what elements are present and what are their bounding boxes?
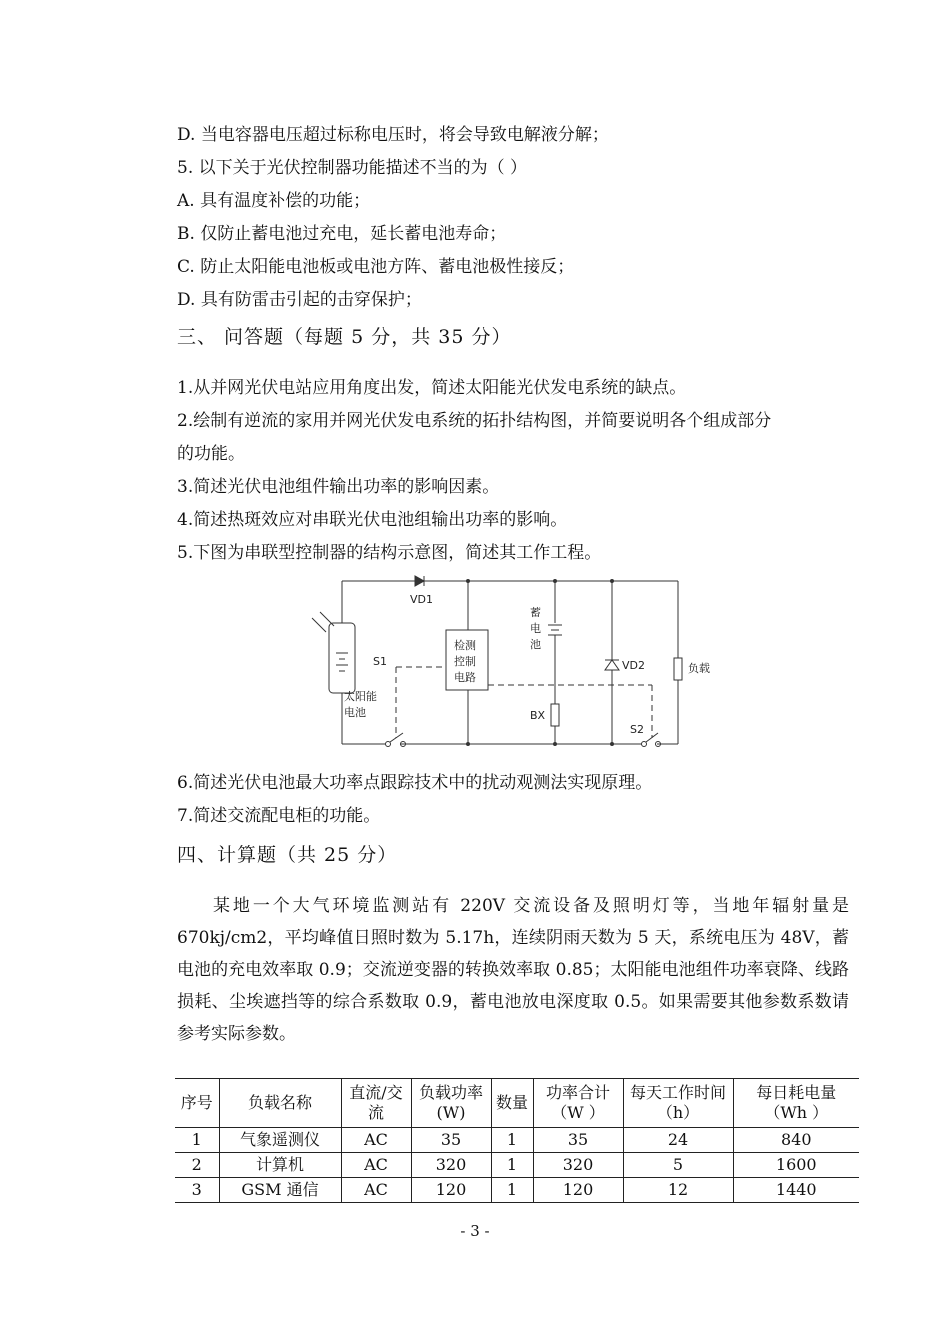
table-cell: 3 <box>175 1178 219 1203</box>
table-cell: 1600 <box>733 1153 859 1178</box>
table-row <box>175 1153 859 1178</box>
label-vd2: VD2 <box>622 659 645 672</box>
question-3-7: 7.简述交流配电柜的功能。 <box>177 806 381 826</box>
label-solar-2: 电池 <box>344 706 366 719</box>
question-3-2-line2: 的功能。 <box>177 444 245 464</box>
label-battery-2: 电 <box>530 622 541 635</box>
question-3-4: 4.简述热斑效应对串联光伏电池组输出功率的影响。 <box>177 510 568 530</box>
question-3-6: 6.简述光伏电池最大功率点跟踪技术中的扰动观测法实现原理。 <box>177 773 653 793</box>
header-load-power: 负载功率(W) <box>411 1079 491 1128</box>
label-s2: S2 <box>630 723 644 736</box>
label-detect-3: 电路 <box>454 671 476 684</box>
line-d-capacitor: D. 当电容器电压超过标称电压时，将会导致电解液分解； <box>177 125 609 145</box>
header-dc-ac: 直流/交流 <box>341 1079 411 1128</box>
label-s1: S1 <box>373 655 387 668</box>
option-a: A. 具有温度补偿的功能； <box>177 191 371 211</box>
table-cell: 气象遥测仪 <box>219 1128 341 1153</box>
table-cell: 840 <box>733 1128 859 1153</box>
table-cell: AC <box>341 1128 411 1153</box>
table-cell: AC <box>341 1178 411 1203</box>
table-cell: 12 <box>623 1178 733 1203</box>
header-load-name: 负载名称 <box>219 1079 341 1128</box>
label-battery-1: 蓄 <box>530 606 541 619</box>
table-cell: GSM 通信 <box>219 1178 341 1203</box>
label-detect-1: 检测 <box>454 639 476 652</box>
question-3-5: 5.下图为串联型控制器的结构示意图，简述其工作工程。 <box>177 543 602 563</box>
label-battery-3: 池 <box>530 638 541 651</box>
table-row <box>175 1128 859 1153</box>
table-cell: 2 <box>175 1153 219 1178</box>
table-cell: 5 <box>623 1153 733 1178</box>
option-d: D. 具有防雷击引起的击穿保护； <box>177 290 422 310</box>
header-quantity: 数量 <box>491 1079 533 1128</box>
table-cell: AC <box>341 1153 411 1178</box>
table-cell: 320 <box>533 1153 623 1178</box>
table-cell: 1440 <box>733 1178 859 1203</box>
load-table <box>175 1078 859 1203</box>
page-number: - 3 - <box>460 1222 490 1240</box>
table-cell: 35 <box>411 1128 491 1153</box>
table-cell: 320 <box>411 1153 491 1178</box>
table-header-row <box>175 1079 859 1128</box>
table-cell: 35 <box>533 1128 623 1153</box>
table-cell: 120 <box>533 1178 623 1203</box>
label-detect-2: 控制 <box>454 655 476 668</box>
table-cell: 24 <box>623 1128 733 1153</box>
table-cell: 1 <box>491 1153 533 1178</box>
question-3-3: 3.简述光伏电池组件输出功率的影响因素。 <box>177 477 500 497</box>
section-4-title: 四、计算题（共 25 分） <box>177 844 398 866</box>
question-3-2-line1: 2.绘制有逆流的家用并网光伏发电系统的拓扑结构图，并简要说明各个组成部分 <box>177 411 772 431</box>
header-total-power: 功率合计（W ） <box>533 1079 623 1128</box>
header-index: 序号 <box>175 1079 219 1128</box>
table-cell: 1 <box>491 1128 533 1153</box>
section-4-paragraph: 某地一个大气环境监测站有 220V 交流设备及照明灯等，当地年辐射量是670kj/cm2，平均峰值日照时数为 5.17h，连续阴雨天数为 5 天，系统电压为 48V，蓄电池的充电效率取 0.9；交流逆变器的转换效率取 0.85；太阳能电池组件功率衰降、线路损耗、尘埃遮挡等的综合系数取 0.9，蓄电池放电深度取 0.5。如果需要其他参数系数请参考实际参数。 <box>177 896 849 1044</box>
option-c: C. 防止太阳能电池板或电池方阵、蓄电池极性接反； <box>177 257 575 277</box>
label-bx: BX <box>530 709 546 722</box>
table-cell: 计算机 <box>219 1153 341 1178</box>
table-row <box>175 1178 859 1203</box>
series-controller-diagram <box>300 568 720 758</box>
table-cell: 1 <box>491 1178 533 1203</box>
table-cell: 1 <box>175 1128 219 1153</box>
label-solar-1: 太阳能 <box>344 690 377 703</box>
question-5: 5. 以下关于光伏控制器功能描述不当的为（ ） <box>177 158 528 178</box>
question-3-1: 1.从并网光伏电站应用角度出发，简述太阳能光伏发电系统的缺点。 <box>177 378 687 398</box>
option-b: B. 仅防止蓄电池过充电，延长蓄电池寿命； <box>177 224 507 244</box>
table-cell: 120 <box>411 1178 491 1203</box>
label-load: 负载 <box>688 662 710 675</box>
header-daily-energy: 每日耗电量（Wh ） <box>733 1079 859 1128</box>
header-work-hours: 每天工作时间（h） <box>623 1079 733 1128</box>
label-vd1: VD1 <box>410 593 433 606</box>
section-3-title: 三、 问答题（每题 5 分，共 35 分） <box>177 326 512 348</box>
